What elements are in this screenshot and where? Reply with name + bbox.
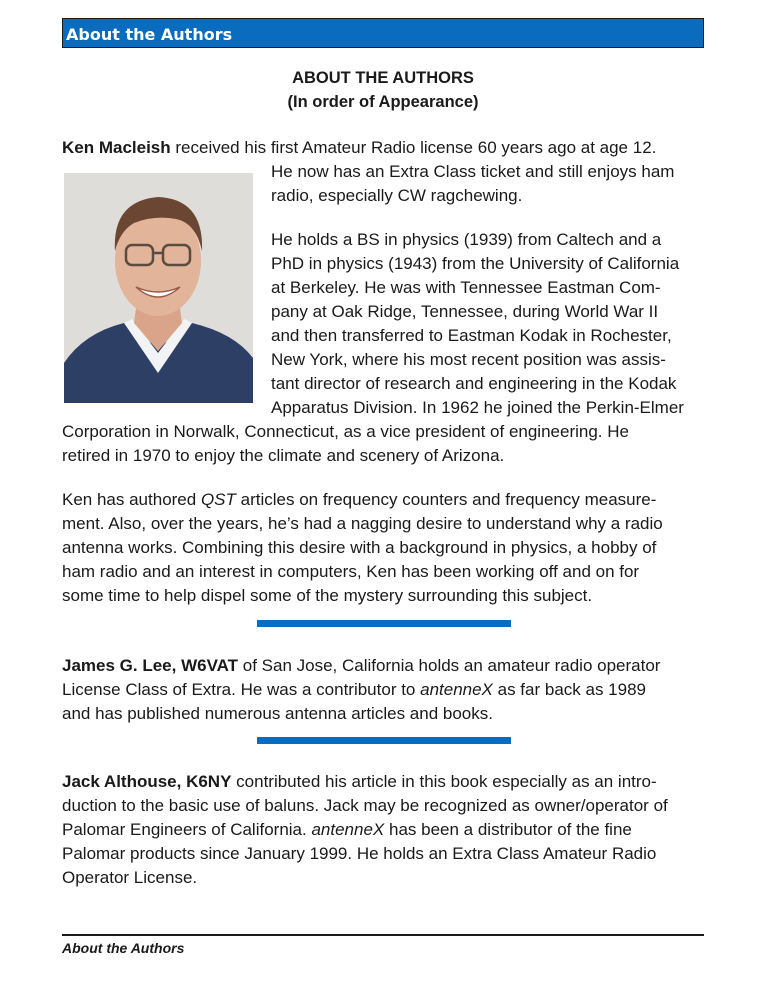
ken-bio-line-7: tant director of research and engineering in the Kodak	[271, 374, 677, 393]
ken-name: Ken Macleish	[62, 138, 171, 157]
jack-text-1: contributed his article in this book especially as an intro-	[231, 772, 657, 791]
james-line-2	[62, 678, 712, 702]
jack-line-4: Palomar products since January 1999. He holds an Extra Class Amateur Radio	[62, 844, 657, 863]
james-text-2b: as far back as 1989	[492, 680, 646, 699]
ken-text-1: received his first Amateur Radio license 60 years ago at age 12.	[170, 138, 657, 157]
ken-p3-line-3: ham radio and an interest in computers, Ken has been working off and on for	[62, 562, 640, 581]
ken-line-3: radio, especially CW ragchewing.	[271, 186, 523, 205]
ken-bio-line-10: retired in 1970 to enjoy the climate and scenery of Arizona.	[62, 446, 505, 465]
james-text-1: of San Jose, California holds an amateur radio operator	[238, 656, 661, 675]
ken-qst-line	[62, 488, 712, 512]
page-title	[62, 66, 704, 114]
ken-p3-line-4: some time to help dispel some of the mystery surrounding this subject.	[62, 586, 593, 605]
james-text-2: License Class of Extra. He was a contributor to	[62, 680, 421, 699]
jack-text-3b: has been a distributor of the fine	[384, 820, 632, 839]
james-antennex: antenneX	[420, 680, 493, 699]
jack-line-2: duction to the basic use of baluns. Jack may be recognized as owner/operator of	[62, 796, 668, 815]
jack-line-3	[62, 818, 712, 842]
ken-qst-post: articles on frequency counters and frequency measure-	[235, 490, 657, 509]
separator-1	[257, 620, 511, 627]
ken-qst-pre: Ken has authored	[62, 490, 201, 509]
ken-line-1	[62, 136, 712, 160]
footer-rule	[62, 934, 704, 936]
jack-name: Jack Althouse, K6NY	[62, 772, 232, 791]
page-title-line1: ABOUT THE AUTHORS	[292, 69, 474, 87]
ken-bio-line-8: Apparatus Division. In 1962 he joined the Perkin-Elmer	[271, 398, 684, 417]
james-name: James G. Lee, W6VAT	[62, 656, 239, 675]
ken-p3-line-1: ment. Also, over the years, he’s had a nagging desire to understand why a radio	[62, 514, 663, 533]
james-line-3: and has published numerous antenna articles and books.	[62, 704, 493, 723]
ken-bio-line-2: PhD in physics (1943) from the University of California	[271, 254, 680, 273]
jack-text-3: Palomar Engineers of California.	[62, 820, 312, 839]
page-title-line2: (In order of Appearance)	[287, 93, 479, 111]
author-photo	[64, 173, 253, 403]
ken-bio-line-9: Corporation in Norwalk, Connecticut, as a vice president of engineering. He	[62, 422, 629, 441]
jack-line-5: Operator License.	[62, 868, 198, 887]
header-bar	[62, 18, 704, 48]
ken-line-2: He now has an Extra Class ticket and still enjoys ham	[271, 162, 675, 181]
separator-2	[257, 737, 511, 744]
header-title: About the Authors	[66, 25, 233, 44]
ken-bio-line-4: pany at Oak Ridge, Tennessee, during World War II	[271, 302, 659, 321]
ken-qst-title: QST	[200, 490, 236, 509]
ken-bio-line-1: He holds a BS in physics (1939) from Caltech and a	[271, 230, 662, 249]
james-line-1	[62, 654, 712, 678]
jack-antennex: antenneX	[311, 820, 385, 839]
jack-line-1	[62, 770, 712, 794]
ken-bio-line-6: New York, where his most recent position was assis-	[271, 350, 666, 369]
ken-bio-line-3: at Berkeley. He was with Tennessee Eastman Com-	[271, 278, 661, 297]
footer-title: About the Authors	[62, 940, 185, 956]
ken-p3-line-2: antenna works. Combining this desire with a background in physics, a hobby of	[62, 538, 657, 557]
ken-bio-line-5: and then transferred to Eastman Kodak in Rochester,	[271, 326, 672, 345]
